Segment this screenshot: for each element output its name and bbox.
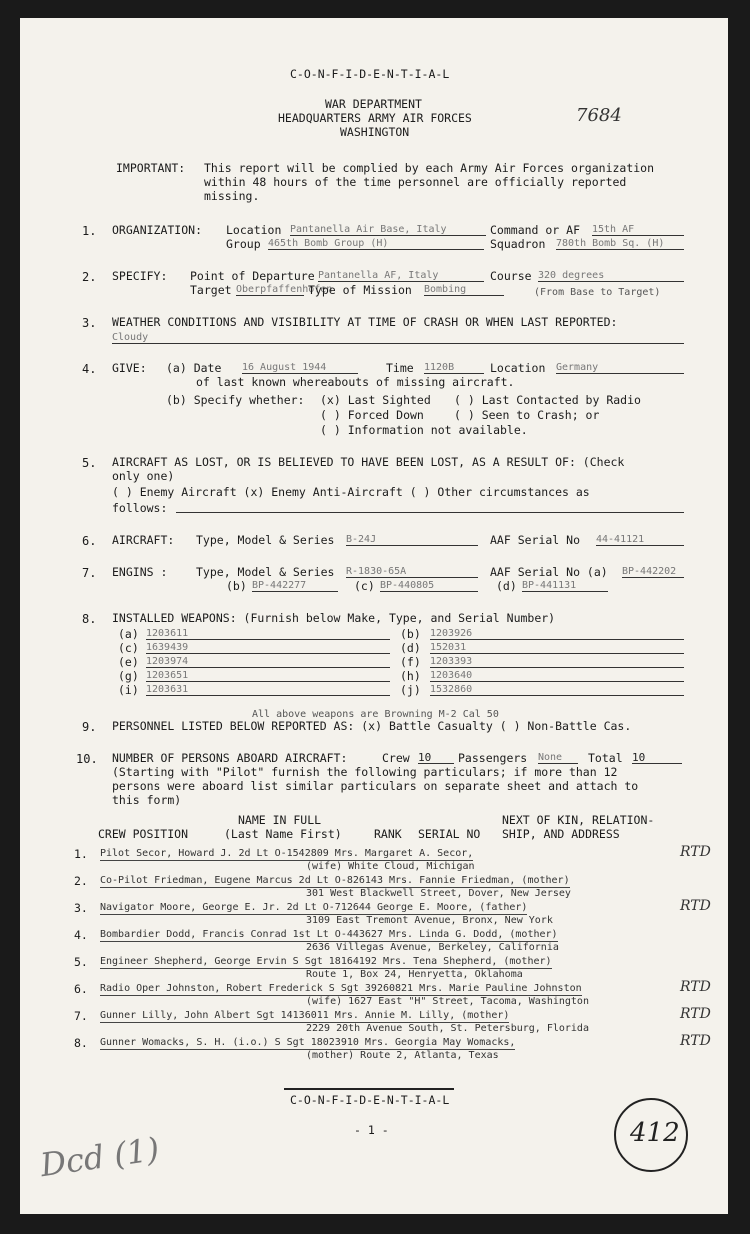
weapon-label-left: (i)	[118, 683, 139, 697]
s2-mission-value: Bombing	[424, 284, 504, 296]
weapon-serial-left: 1203631	[146, 684, 390, 696]
s6-num: 6.	[82, 534, 97, 548]
crew-rtd-mark: RTD	[680, 898, 711, 914]
confidential-bottom: C-O-N-F-I-D-E-N-T-I-A-L	[290, 1093, 450, 1107]
s9-num: 9.	[82, 720, 97, 734]
s4-opt-last-contacted: ( ) Last Contacted by Radio	[454, 393, 641, 407]
s10-total-label: Total	[588, 751, 623, 765]
s10-line-2: (Starting with "Pilot" furnish the following particulars; if more than 12	[112, 765, 618, 779]
s6-type-label: Type, Model & Series	[196, 533, 335, 547]
crew-rtd-mark: RTD	[680, 979, 711, 995]
s4-time-label: Time	[386, 361, 414, 375]
important-label: IMPORTANT:	[116, 161, 186, 175]
crew-row-line-2: (wife) 1627 East "H" Street, Tacoma, Washington	[306, 996, 589, 1007]
weapon-label-left: (c)	[118, 641, 139, 655]
s1-loc-label: Location	[226, 223, 282, 237]
weapon-label-left: (e)	[118, 655, 139, 669]
s4-a-label: (a) Date	[166, 361, 222, 375]
crew-header-name-1: NAME IN FULL	[238, 813, 322, 827]
s2-course-label: Course	[490, 269, 532, 283]
weapon-serial-right: 1532860	[430, 684, 684, 696]
s6-type-value: B-24J	[346, 534, 478, 546]
s5-num: 5.	[82, 456, 97, 470]
weapon-label-right: (d)	[400, 641, 421, 655]
s1-cmd-label: Command or AF	[490, 223, 581, 237]
crew-row-line-2: 3109 East Tremont Avenue, Bronx, New York	[306, 915, 553, 926]
s5-line-2: only one)	[112, 469, 175, 483]
crew-row-line-2: 2229 20th Avenue South, St. Petersburg, Florida	[306, 1023, 589, 1034]
s7-d-label: (d)	[496, 579, 517, 593]
crew-row-line-1: Pilot Secor, Howard J. 2d Lt O-1542809 Mrs. Margaret A. Secor,	[100, 848, 474, 859]
crew-header-kin-1: NEXT OF KIN, RELATION-	[502, 813, 655, 827]
crew-row-line-1: Gunner Womacks, S. H. (i.o.) S Sgt 18023910 Mrs. Georgia May Womacks,	[100, 1037, 516, 1048]
s4-num: 4.	[82, 362, 97, 376]
weapon-serial-right: 1203640	[430, 670, 684, 682]
s4-opt-forced-down: ( ) Forced Down	[320, 408, 424, 422]
crew-number: 4.	[74, 928, 88, 942]
s4-opt-seen-crash: ( ) Seen to Crash; or	[454, 408, 600, 422]
s7-b-value: BP-442277	[252, 580, 338, 592]
s1-label: ORGANIZATION:	[112, 223, 203, 237]
weapon-label-right: (h)	[400, 669, 421, 683]
s1-sq-value: 780th Bomb Sq. (H)	[556, 238, 684, 250]
s1-sq-label: Squadron	[490, 237, 546, 251]
s10-crew-label: Crew	[382, 751, 410, 765]
s4-loc-value: Germany	[556, 362, 684, 374]
s10-crew-value: 10	[418, 752, 454, 764]
s9-text: PERSONNEL LISTED BELOW REPORTED AS: (x) Battle Casualty ( ) Non-Battle Cas.	[112, 719, 632, 733]
s7-d-value: BP-441131	[522, 580, 608, 592]
s1-group-label: Group	[226, 237, 261, 251]
crew-header-kin-2: SHIP, AND ADDRESS	[502, 827, 620, 841]
s5-line-3: ( ) Enemy Aircraft (x) Enemy Anti-Aircraft ( ) Other circumstances as	[112, 485, 590, 499]
s6-serial-value: 44-41121	[596, 534, 684, 546]
s10-pass-label: Passengers	[458, 751, 528, 765]
weapon-serial-right: 1203926	[430, 628, 684, 640]
s2-mission-label: Type of Mission	[308, 283, 412, 297]
s5-line-4: follows:	[112, 501, 168, 515]
crew-header-position: CREW POSITION	[98, 827, 189, 841]
report-number: 7684	[576, 105, 622, 126]
s10-num: 10.	[76, 752, 98, 766]
crew-rtd-mark: RTD	[680, 844, 711, 860]
s4-opt-no-info: ( ) Information not available.	[320, 423, 528, 437]
crew-rtd-mark: RTD	[680, 1033, 711, 1049]
footer-rule	[284, 1088, 454, 1090]
crew-row-line-1: Bombardier Dodd, Francis Conrad 1st Lt O-443627 Mrs. Linda G. Dodd, (mother)	[100, 929, 558, 940]
crew-number: 6.	[74, 982, 88, 996]
hq-title: HEADQUARTERS ARMY AIR FORCES	[278, 111, 472, 125]
s7-a-value: BP-442202	[622, 566, 684, 578]
crew-row-line-2: 301 West Blackwell Street, Dover, New Jersey	[306, 888, 571, 899]
crew-rtd-mark: RTD	[680, 1006, 711, 1022]
weapon-serial-left: 1639439	[146, 642, 390, 654]
s4-b-label: (b) Specify whether:	[166, 393, 305, 407]
s8-num: 8.	[82, 612, 97, 626]
s6-label: AIRCRAFT:	[112, 533, 175, 547]
crew-header-rank: RANK	[374, 827, 402, 841]
weapon-label-left: (a)	[118, 627, 139, 641]
s3-label: WEATHER CONDITIONS AND VISIBILITY AT TIME OF CRASH OR WHEN LAST REPORTED:	[112, 315, 618, 329]
crew-row-line-2: (wife) White Cloud, Michigan	[306, 861, 475, 872]
s2-dep-label: Point of Departure	[190, 269, 315, 283]
s1-loc-value: Pantanella Air Base, Italy	[290, 224, 486, 236]
crew-number: 8.	[74, 1036, 88, 1050]
s4-label: GIVE:	[112, 361, 147, 375]
s5-line-1: AIRCRAFT AS LOST, OR IS BELIEVED TO HAVE BEEN LOST, AS A RESULT OF: (Check	[112, 455, 625, 469]
document-page	[20, 18, 728, 1214]
crew-number: 5.	[74, 955, 88, 969]
s1-num: 1.	[82, 224, 97, 238]
s10-line-3: persons were aboard list similar particulars on separate sheet and attach to	[112, 779, 639, 793]
weapon-serial-left: 1203611	[146, 628, 390, 640]
crew-number: 3.	[74, 901, 88, 915]
s7-b-label: (b)	[226, 579, 247, 593]
s3-num: 3.	[82, 316, 97, 330]
s2-num: 2.	[82, 270, 97, 284]
s7-num: 7.	[82, 566, 97, 580]
s7-c-value: BP-440805	[380, 580, 478, 592]
s10-line-4: this form)	[112, 793, 182, 807]
crew-row-line-2: (mother) Route 2, Atlanta, Texas	[306, 1050, 499, 1061]
crew-header-name-2: (Last Name First)	[224, 827, 342, 841]
weapon-label-right: (j)	[400, 683, 421, 697]
crew-number: 2.	[74, 874, 88, 888]
crew-row-line-1: Radio Oper Johnston, Robert Frederick S Sgt 39260821 Mrs. Marie Pauline Johnston	[100, 983, 582, 994]
crew-row-line-2: Route 1, Box 24, Henryetta, Oklahoma	[306, 969, 523, 980]
s2-target-label: Target	[190, 283, 232, 297]
weapon-label-right: (b)	[400, 627, 421, 641]
crew-row-line-2: 2636 Villegas Avenue, Berkeley, California	[306, 942, 559, 953]
confidential-top: C-O-N-F-I-D-E-N-T-I-A-L	[290, 67, 450, 81]
weapon-serial-left: 1203651	[146, 670, 390, 682]
s2-target-value: Oberpfaffenhofen	[236, 284, 333, 295]
s5-follows-line	[176, 512, 684, 513]
s10-pass-value: None	[538, 752, 578, 764]
crew-row-line-1: Gunner Lilly, John Albert Sgt 14136011 Mrs. Annie M. Lilly, (mother)	[100, 1010, 510, 1021]
city-title: WASHINGTON	[340, 125, 410, 139]
s8-note: All above weapons are Browning M-2 Cal 50	[252, 709, 499, 720]
s2-label: SPECIFY:	[112, 269, 168, 283]
s10-total-value: 10	[632, 752, 682, 764]
weapon-label-left: (g)	[118, 669, 139, 683]
weapon-serial-right: 1203393	[430, 656, 684, 668]
s1-group-value: 465th Bomb Group (H)	[268, 238, 484, 250]
important-text-1: This report will be complied by each Army Air Forces organization	[204, 161, 655, 175]
s7-type-value: R-1830-65A	[346, 566, 478, 578]
s6-serial-label: AAF Serial No	[490, 533, 581, 547]
crew-header-serial: SERIAL NO	[418, 827, 481, 841]
s7-serial-label: AAF Serial No (a)	[490, 565, 608, 579]
s2-dep-value: Pantanella AF, Italy	[318, 270, 484, 282]
s4-loc-label: Location	[490, 361, 546, 375]
crew-row-line-1: Engineer Shepherd, George Ervin S Sgt 18164192 Mrs. Tena Shepherd, (mother)	[100, 956, 552, 967]
s4-date-value: 16 August 1944	[242, 362, 358, 374]
s4-time-value: 1120B	[424, 362, 484, 374]
crew-row-line-1: Navigator Moore, George E. Jr. 2d Lt O-712644 George E. Moore, (father)	[100, 902, 528, 913]
s8-label: INSTALLED WEAPONS: (Furnish below Make, Type, and Serial Number)	[112, 611, 556, 625]
crew-row-line-1: Co-Pilot Friedman, Eugene Marcus 2d Lt O-826143 Mrs. Fannie Friedman, (mother)	[100, 875, 570, 886]
crew-number: 1.	[74, 847, 88, 861]
s4-sub: of last known whereabouts of missing aircraft.	[196, 375, 515, 389]
crew-number: 7.	[74, 1009, 88, 1023]
weapon-serial-right: 152031	[430, 642, 684, 654]
important-text-2: within 48 hours of the time personnel are officially reported	[204, 175, 627, 189]
s2-course-note: (From Base to Target)	[534, 287, 661, 298]
page-number: - 1 -	[354, 1123, 389, 1137]
margin-note: Dcd (1)	[37, 1129, 162, 1185]
weapon-serial-left: 1203974	[146, 656, 390, 668]
s3-value: Cloudy	[112, 332, 684, 344]
s7-c-label: (c)	[354, 579, 375, 593]
important-text-3: missing.	[204, 189, 260, 203]
stamp-circle	[614, 1098, 688, 1172]
s1-cmd-value: 15th AF	[592, 224, 684, 236]
dept-title: WAR DEPARTMENT	[325, 97, 422, 111]
s7-label: ENGINS :	[112, 565, 168, 579]
s4-opt-last-sighted: (x) Last Sighted	[320, 393, 431, 407]
weapon-label-right: (f)	[400, 655, 421, 669]
s2-course-value: 320 degrees	[538, 270, 684, 282]
s10-label: NUMBER OF PERSONS ABOARD AIRCRAFT:	[112, 751, 348, 765]
s7-type-label: Type, Model & Series	[196, 565, 335, 579]
stamp-number: 412	[630, 1118, 680, 1148]
